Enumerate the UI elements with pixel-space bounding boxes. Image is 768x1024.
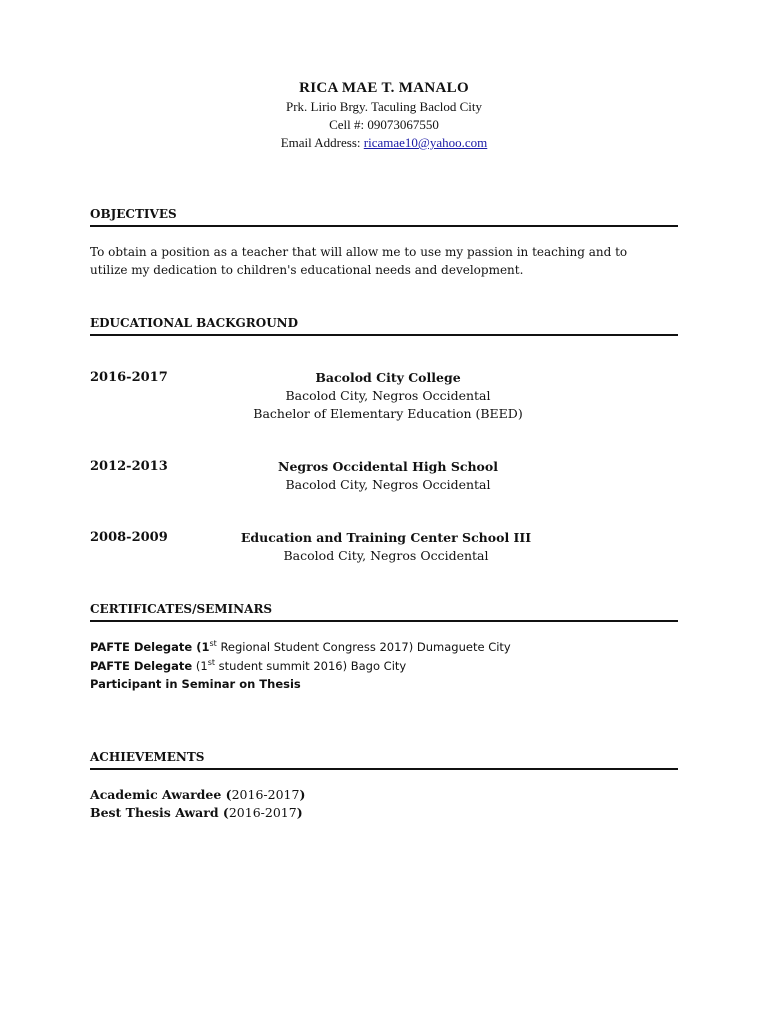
achievement-title: Academic Awardee ( [90,787,232,802]
certificate-detail: student summit 2016) Bago City [215,658,407,673]
achievement-years: 2016-2017 [228,805,297,820]
certificate-title: PAFTE Delegate [90,658,193,673]
resume-header [0,78,768,152]
education-school-block [253,369,523,423]
cell-number: Cell #: 09073067550 [329,117,439,132]
objectives-text [90,243,678,279]
school-location: Bacolod City, Negros Occidental [285,388,491,403]
certificate-item [90,657,678,676]
objectives-line-2: utilize my dedication to children's educational needs and development. [90,263,524,277]
school-name: Bacolod City College [315,370,461,385]
education-year: 2008-2009 [90,530,168,545]
certificate-ordinal-suffix: st [207,657,216,667]
certificate-item [90,638,678,657]
school-location: Bacolod City, Negros Occidental [283,548,489,563]
achievement-title: Best Thesis Award ( [90,805,229,820]
certificate-title: Participant in Seminar on Thesis [90,677,301,691]
email-line [0,134,768,152]
achievement-item [90,786,678,804]
certificates-heading: CERTIFICATES/SEMINARS [90,601,678,622]
education-entry [90,529,678,589]
education-heading: EDUCATIONAL BACKGROUND [90,315,678,336]
achievements-list [90,786,678,822]
degree: Bachelor of Elementary Education (BEED) [253,406,523,421]
achievement-item [90,804,678,822]
objectives-line-1: To obtain a position as a teacher that will allow me to use my passion in teaching and to [90,245,628,259]
education-school-block [236,529,536,565]
school-location: Bacolod City, Negros Occidental [285,477,491,492]
certificate-item [90,675,678,694]
education-entry [90,369,678,429]
certificate-ordinal: 1 [201,640,210,654]
certificates-list [90,638,678,694]
education-year: 2016-2017 [90,370,168,385]
applicant-name: RICA MAE T. MANALO [299,80,469,96]
education-school-block [253,458,523,494]
certificate-detail: Regional Student Congress 2017) Dumaguete City [216,640,511,654]
achievement-close-paren: ) [296,805,303,820]
home-address: Prk. Lirio Brgy. Taculing Baclod City [285,99,482,114]
achievement-years: 2016-2017 [231,787,300,802]
achievements-heading: ACHIEVEMENTS [90,749,678,770]
objectives-heading: OBJECTIVES [90,206,678,227]
email-label: Email Address: [280,135,364,150]
school-name: Negros Occidental High School [278,459,498,474]
certificate-ordinal: 1 [200,658,208,673]
achievement-close-paren: ) [299,787,306,802]
email-link[interactable]: ricamae10@yahoo.com [363,135,488,150]
certificate-title: PAFTE Delegate ( [90,640,202,654]
education-entry [90,458,678,518]
education-year: 2012-2013 [90,459,168,474]
certificate-ordinal-suffix: st [209,639,217,649]
school-name: Education and Training Center School III [240,530,532,545]
certificate-paren: ( [192,658,201,673]
